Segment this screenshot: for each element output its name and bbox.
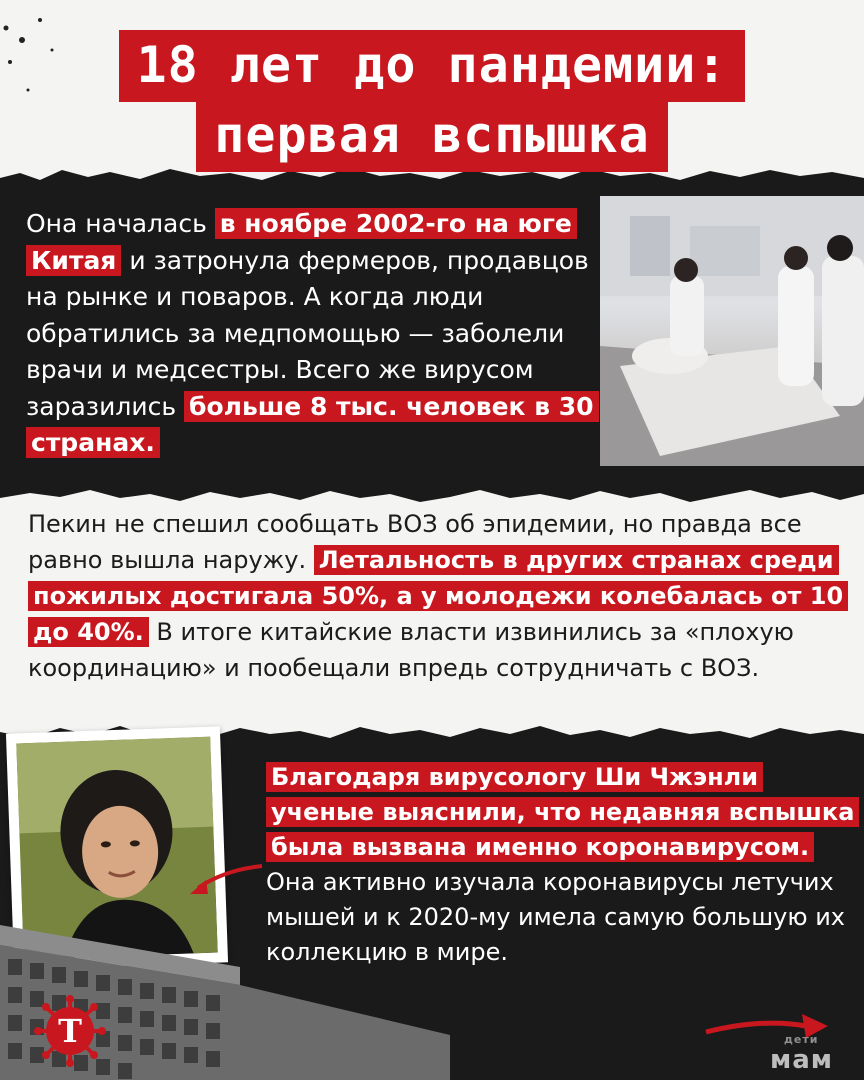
torn-edge-bottom-1 bbox=[0, 486, 864, 508]
p2-text-2: В итоге китайские власти извинились за «плохую координацию» и пообещали впредь сотрудничать с ВОЗ. bbox=[28, 618, 794, 682]
page-title-line-1: 18 лет до пандемии: bbox=[119, 30, 746, 102]
paragraph-outbreak-start bbox=[26, 206, 616, 462]
watermark-main: мам bbox=[770, 1045, 834, 1075]
paragraph-virologist bbox=[266, 760, 856, 970]
p1-highlight-1: в ноябре 2002-го на юге Китая bbox=[26, 208, 577, 276]
paragraph-beijing-response bbox=[28, 506, 858, 686]
p3-text-1: Она активно изучала коронавирусы летучих мышей и к 2020-му имела самую большую их коллекцию в мире. bbox=[266, 868, 845, 966]
p2-text-1: Пекин не спешил сообщать ВОЗ об эпидемии, но правда все равно вышла наружу. bbox=[28, 510, 802, 574]
p1-highlight-2: больше 8 тыс. человек в 30 странах. bbox=[26, 391, 599, 459]
page-title-line-2: первая вспышка bbox=[196, 100, 667, 172]
p1-text-2: и затронула фермеров, продавцов на рынке и поваров. А когда люди обратились за медпомощью — заболели врачи и медсестры. Всего же вирусом заразились bbox=[26, 245, 589, 421]
p1-text-1: Она началась bbox=[26, 209, 215, 238]
logo-letter: Т bbox=[58, 1012, 82, 1050]
arrow-icon bbox=[184, 860, 264, 900]
title-block bbox=[0, 30, 864, 172]
watermark bbox=[770, 1035, 833, 1075]
watermark-top: дети bbox=[784, 1033, 819, 1046]
p2-highlight-1: Летальность в других странах среди пожилых достигала 50%, а у молодежи колебалась от 10 до 40%. bbox=[28, 545, 848, 647]
hospital-photo bbox=[600, 196, 864, 466]
virus-logo-icon bbox=[34, 995, 106, 1067]
p3-highlight-1: Благодаря вирусологу Ши Чжэнли ученые выяснили, что недавняя вспышка была вызвана именно коронавирусом. bbox=[266, 762, 859, 862]
